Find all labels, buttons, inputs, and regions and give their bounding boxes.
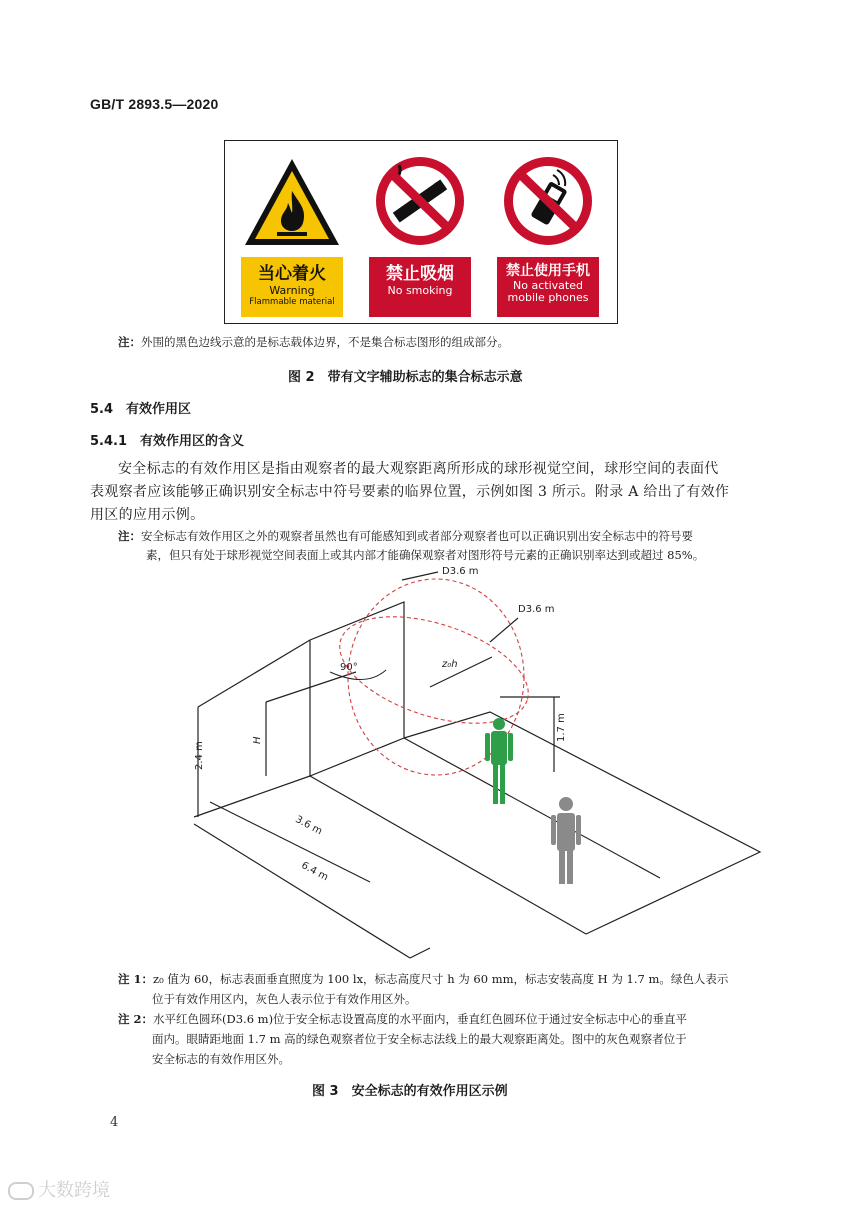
- fire-warning-label: [241, 257, 343, 317]
- watermark-text: 大数跨境: [38, 1180, 110, 1201]
- note-label: 注：: [118, 529, 141, 543]
- no-smoking-sign: [369, 155, 471, 297]
- figure-3-caption: 图 3 安全标志的有效作用区示例: [312, 1084, 508, 1099]
- figure-3-note-2-line-2: 面内。眼睛距地面 1.7 m 高的绿色观察者位于安全标志法线上的最大观察距离处。图中的灰色观察者位于: [152, 1032, 687, 1046]
- figure-3-note-1-line-1: [118, 970, 728, 988]
- gray-observer-figure: [551, 797, 581, 884]
- sign-en-text-2: Flammable material: [249, 297, 335, 307]
- watermark-logo-icon: [8, 1182, 34, 1200]
- note-text: z₀ 值为 60，标志表面垂直照度为 100 lx，标志高度尺寸 h 为 60 mm，标志安装高度 H 为 1.7 m。绿色人表示: [153, 972, 729, 986]
- sign-en-text: Warning: [269, 284, 315, 297]
- note-label: 注 2：: [118, 1012, 154, 1026]
- sign-en-text: No smoking: [387, 284, 453, 297]
- figure-2-sign-panel: [224, 140, 618, 324]
- green-observer-figure: [485, 718, 513, 804]
- fire-warning-sign: [241, 155, 343, 307]
- page-number: 4: [110, 1115, 119, 1130]
- note-label: 注 1：: [118, 972, 154, 986]
- angle-label: 90°: [340, 662, 358, 673]
- d-label-1: D3.6 m: [442, 566, 479, 577]
- figure-3-note-2-line-3: 安全标志的有效作用区外。: [152, 1052, 290, 1066]
- z0h-label: z₀h: [442, 659, 458, 670]
- note-text: 水平红色圆环(D3.6 m)位于安全标志设置高度的水平面内，垂直红色圆环位于通过安全标志中心的垂直平: [153, 1012, 688, 1026]
- no-smoking-label: [369, 257, 471, 317]
- no-mobile-sign: [497, 155, 599, 304]
- d-label-2: D3.6 m: [518, 604, 555, 615]
- figure-2-note: [118, 333, 509, 351]
- effective-zone-diagram: [180, 562, 780, 962]
- height-2-4-label: 2.4 m: [194, 741, 205, 770]
- standard-number: GB/T 2893.5—2020: [90, 96, 219, 112]
- note-text: 安全标志有效作用区之外的观察者虽然也有可能感知到或者部分观察者也可以正确识别出安全标志中的符号要: [141, 529, 693, 543]
- sign-zh-text: 禁止使用手机: [506, 263, 590, 279]
- section-5-4-heading: 5.4 有效作用区: [90, 402, 192, 417]
- figure-3-note-1-line-2: 位于有效作用区内，灰色人表示位于有效作用区外。: [152, 992, 417, 1006]
- paragraph-line-1: 安全标志的有效作用区是指由观察者的最大观察距离所形成的球形视觉空间，球形空间的表面代: [118, 461, 719, 477]
- note-label: 注：: [118, 335, 141, 349]
- paragraph-line-2: 表观察者应该能够正确识别安全标志中符号要素的临界位置，示例如图 3 所示。附录 A 给出了有效作: [90, 484, 730, 500]
- note-text: 外围的黑色边线示意的是标志载体边界，不是集合标志图形的组成部分。: [141, 335, 509, 349]
- no-mobile-label: [497, 257, 599, 317]
- sign-en-text-2: mobile phones: [507, 291, 589, 304]
- sign-en-text: No activated: [513, 279, 583, 292]
- figure-3-note-2-line-1: [118, 1010, 687, 1028]
- sign-zh-text: 禁止吸烟: [386, 264, 454, 284]
- no-smoking-icon: [369, 155, 471, 251]
- no-mobile-phone-icon: [497, 155, 599, 251]
- watermark: [8, 1176, 110, 1202]
- section-5-4-1-heading: 5.4.1 有效作用区的含义: [90, 434, 245, 449]
- length-3-6-label: 3.6 m: [293, 814, 324, 838]
- section-note-line-1: [118, 527, 693, 545]
- section-note-line-2: 素，但只有处于球形视觉空间表面上或其内部才能确保观察者对图形符号元素的正确识别率达到或超过 85%。: [146, 548, 705, 562]
- flame-warning-icon: [241, 155, 343, 251]
- h-label: H: [252, 736, 263, 744]
- length-6-4-label: 6.4 m: [299, 860, 330, 884]
- figure-2-caption: 图 2 带有文字辅助标志的集合标志示意: [288, 370, 523, 385]
- sign-zh-text: 当心着火: [258, 264, 326, 284]
- height-1-7-label: 1.7 m: [556, 713, 567, 742]
- paragraph-line-3: 用区的应用示例。: [90, 507, 205, 523]
